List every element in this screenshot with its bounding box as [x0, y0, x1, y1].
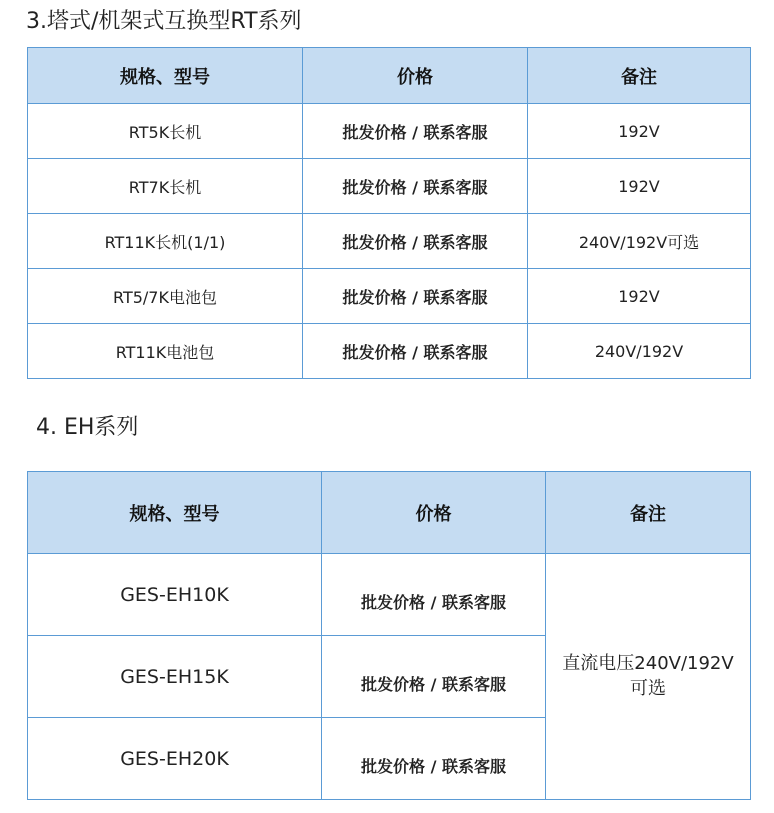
cell-price: 批发价格 / 联系客服 — [303, 214, 528, 269]
cell-price: 批发价格 / 联系客服 — [322, 636, 546, 718]
cell-shared-note — [546, 554, 751, 800]
table-row — [28, 554, 751, 636]
cell-model: RT11K电池包 — [28, 324, 303, 379]
header-model: 规格、型号 — [28, 472, 322, 554]
header-price: 价格 — [303, 48, 528, 104]
cell-price: 批发价格 / 联系客服 — [303, 269, 528, 324]
cell-note: 240V/192V可选 — [528, 214, 751, 269]
header-price: 价格 — [322, 472, 546, 554]
section-title-eh: 4. EH系列 — [36, 415, 139, 440]
note-line-1: 直流电压240V/192V — [562, 653, 734, 675]
cell-model: GES-EH20K — [28, 718, 322, 800]
cell-note: 240V/192V — [528, 324, 751, 379]
table-row — [28, 159, 751, 214]
cell-model: RT11K长机(1/1) — [28, 214, 303, 269]
table-row — [28, 214, 751, 269]
cell-model: RT7K长机 — [28, 159, 303, 214]
cell-model: RT5/7K电池包 — [28, 269, 303, 324]
header-note: 备注 — [528, 48, 751, 104]
table-row — [28, 269, 751, 324]
cell-note: 192V — [528, 104, 751, 159]
table-row — [28, 324, 751, 379]
cell-note: 192V — [528, 269, 751, 324]
cell-price: 批发价格 / 联系客服 — [303, 324, 528, 379]
note-line-2: 可选 — [630, 677, 666, 699]
header-model: 规格、型号 — [28, 48, 303, 104]
cell-price: 批发价格 / 联系客服 — [322, 718, 546, 800]
cell-model: GES-EH15K — [28, 636, 322, 718]
cell-model: GES-EH10K — [28, 554, 322, 636]
section-title-rt: 3.塔式/机架式互换型RT系列 — [26, 9, 302, 34]
cell-price: 批发价格 / 联系客服 — [322, 554, 546, 636]
eh-series-table — [27, 471, 751, 800]
cell-price: 批发价格 / 联系客服 — [303, 104, 528, 159]
header-note: 备注 — [546, 472, 751, 554]
table-row — [28, 104, 751, 159]
cell-note: 192V — [528, 159, 751, 214]
table-header-row — [28, 472, 751, 554]
table-header-row — [28, 48, 751, 104]
rt-series-table — [27, 47, 751, 379]
cell-price: 批发价格 / 联系客服 — [303, 159, 528, 214]
cell-model: RT5K长机 — [28, 104, 303, 159]
